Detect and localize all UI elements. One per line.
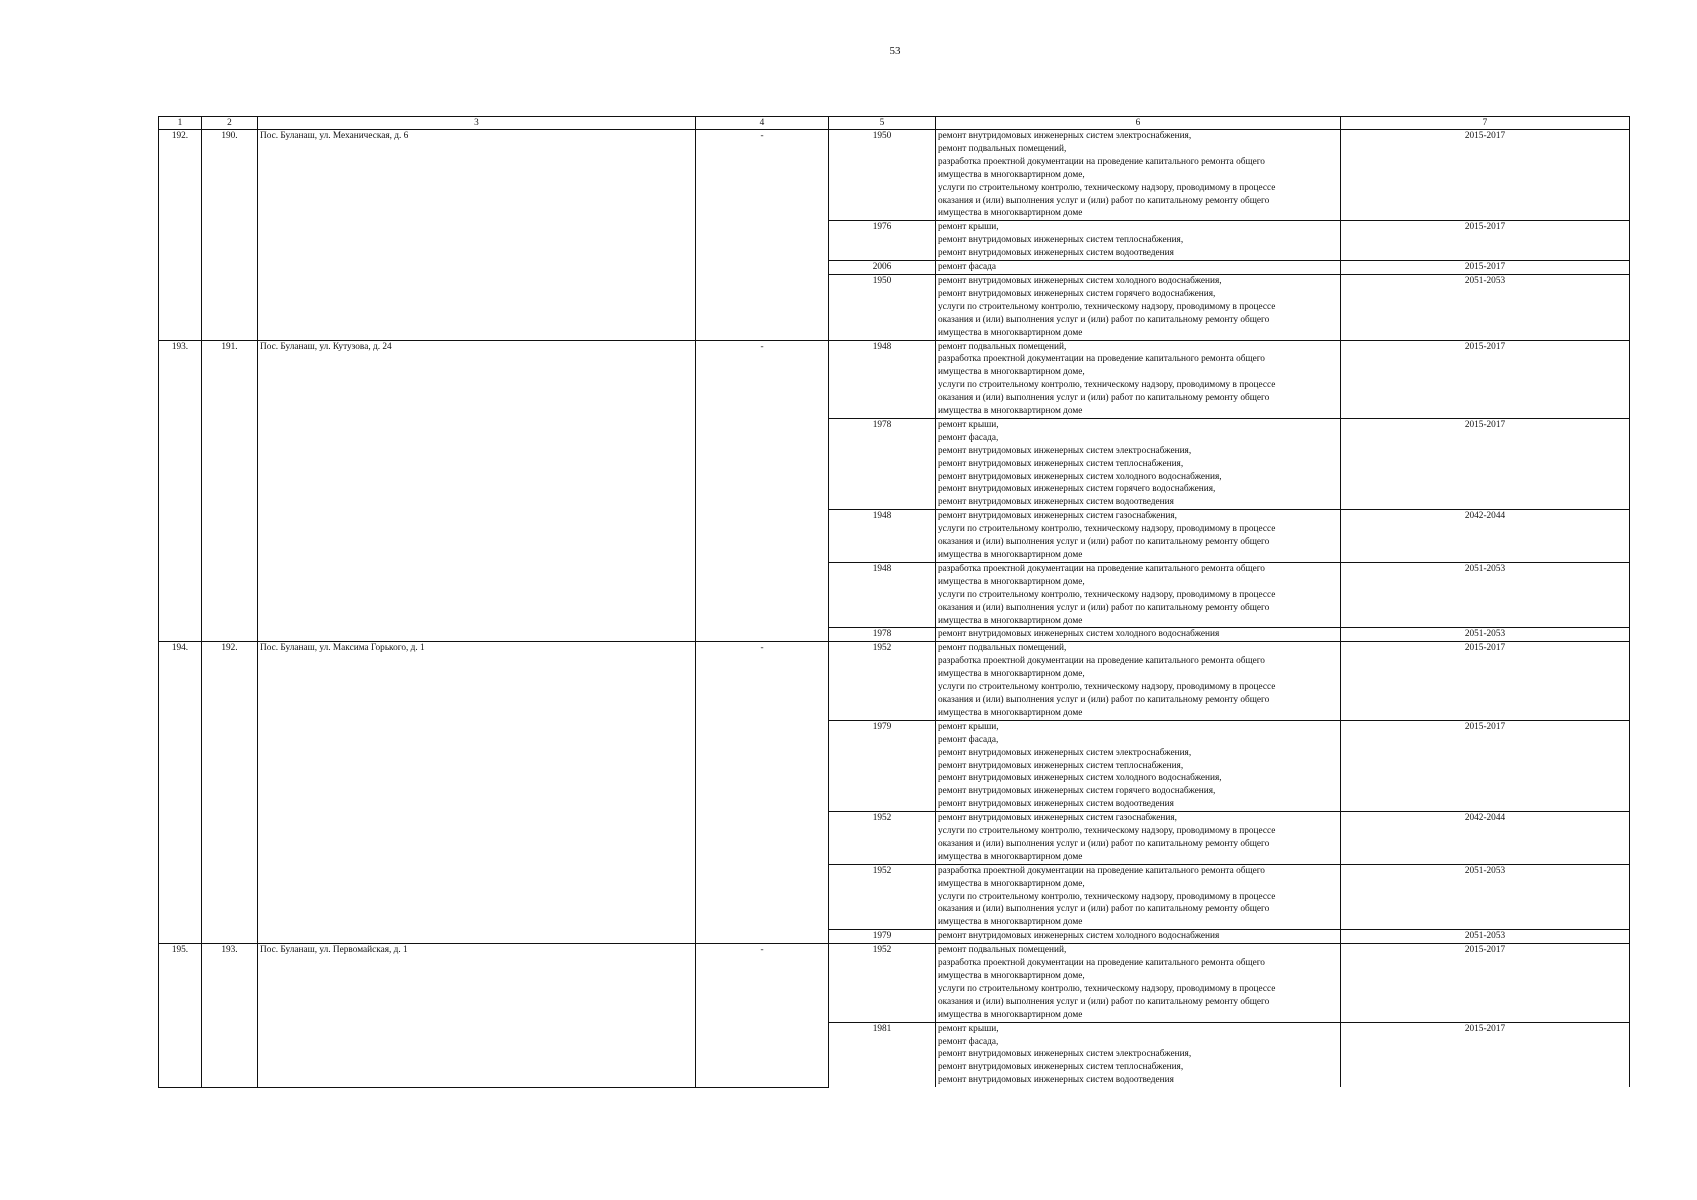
work-line: услуги по строительному контролю, техническому надзору, проводимому в процессе bbox=[938, 826, 1276, 837]
period-value: 2051-2053 bbox=[1341, 562, 1630, 628]
period-value: 2015-2017 bbox=[1341, 418, 1630, 509]
year-value: 2006 bbox=[829, 261, 936, 275]
work-line: услуги по строительному контролю, техническому надзору, проводимому в процессе bbox=[938, 682, 1276, 693]
period-value: 2051-2053 bbox=[1341, 864, 1630, 930]
work-line: услуги по строительному контролю, техническому надзору, проводимому в процессе bbox=[938, 301, 1276, 312]
work-line: ремонт фасада bbox=[938, 262, 997, 273]
period-value: 2051-2053 bbox=[1341, 274, 1630, 340]
work-line: оказания и (или) выполнения услуг и (или) работ по капитальному ремонту общего bbox=[938, 996, 1270, 1007]
period-value: 2015-2017 bbox=[1341, 642, 1630, 720]
work-description bbox=[936, 720, 1341, 811]
work-line: оказания и (или) выполнения услуг и (или) работ по капитальному ремонту общего bbox=[938, 393, 1270, 404]
year-value: 1950 bbox=[829, 274, 936, 340]
work-line: ремонт внутридомовых инженерных систем водоотведения bbox=[938, 1075, 1174, 1086]
year-value: 1948 bbox=[829, 340, 936, 418]
table-row bbox=[159, 130, 1630, 221]
table-header-row bbox=[159, 117, 1630, 130]
work-description bbox=[936, 130, 1341, 221]
year-value: 1948 bbox=[829, 510, 936, 563]
work-description bbox=[936, 274, 1341, 340]
work-line: ремонт подвальных помещений, bbox=[938, 945, 1067, 956]
work-line: ремонт подвальных помещений, bbox=[938, 643, 1067, 654]
period-value: 2015-2017 bbox=[1341, 720, 1630, 811]
work-line: ремонт внутридомовых инженерных систем холодного водоснабжения, bbox=[938, 471, 1222, 482]
work-line: имущества в многоквартирном доме bbox=[938, 851, 1083, 862]
work-line: имущества в многоквартирном доме, bbox=[938, 367, 1085, 378]
header-col-5: 5 bbox=[829, 117, 936, 130]
capital-repair-table bbox=[158, 116, 1630, 1088]
work-line: ремонт подвальных помещений, bbox=[938, 143, 1067, 154]
work-description bbox=[936, 340, 1341, 418]
work-line: разработка проектной документации на проведение капитального ремонта общего bbox=[938, 656, 1265, 667]
work-line: услуги по строительному контролю, техническому надзору, проводимому в процессе bbox=[938, 891, 1276, 902]
work-line: ремонт фасада, bbox=[938, 1036, 999, 1047]
work-line: имущества в многоквартирном доме bbox=[938, 707, 1083, 718]
period-value: 2051-2053 bbox=[1341, 628, 1630, 642]
work-description bbox=[936, 812, 1341, 865]
work-line: имущества в многоквартирном доме bbox=[938, 550, 1083, 560]
work-line: услуги по строительному контролю, техническому надзору, проводимому в процессе bbox=[938, 380, 1276, 391]
work-line: разработка проектной документации на проведение капитального ремонта общего bbox=[938, 958, 1265, 969]
work-line: ремонт внутридомовых инженерных систем водоотведения bbox=[938, 497, 1174, 508]
work-line: разработка проектной документации на проведение капитального ремонта общего bbox=[938, 354, 1265, 365]
work-description bbox=[936, 221, 1341, 261]
house-id: 191. bbox=[202, 340, 258, 642]
work-description bbox=[936, 642, 1341, 720]
year-value: 1950 bbox=[829, 130, 936, 221]
year-value: 1978 bbox=[829, 628, 936, 642]
year-value: 1948 bbox=[829, 562, 936, 628]
table-row bbox=[159, 944, 1630, 1022]
year-value: 1981 bbox=[829, 1022, 936, 1087]
work-line: ремонт внутридомовых инженерных систем горячего водоснабжения, bbox=[938, 484, 1216, 495]
year-value: 1952 bbox=[829, 812, 936, 865]
header-col-4: 4 bbox=[696, 117, 829, 130]
period-value: 2015-2017 bbox=[1341, 221, 1630, 261]
work-line: имущества в многоквартирном доме bbox=[938, 406, 1083, 417]
page-number: 53 bbox=[889, 45, 901, 57]
house-id: 190. bbox=[202, 130, 258, 341]
house-address: Пос. Буланаш, ул. Кутузова, д. 24 bbox=[258, 340, 696, 642]
work-line: ремонт внутридомовых инженерных систем электроснабжения, bbox=[938, 1049, 1192, 1060]
work-line: ремонт внутридомовых инженерных систем теплоснабжения, bbox=[938, 235, 1184, 246]
period-value: 2042-2044 bbox=[1341, 812, 1630, 865]
work-line: оказания и (или) выполнения услуг и (или) работ по капитальному ремонту общего bbox=[938, 195, 1270, 206]
work-line: имущества в многоквартирном доме bbox=[938, 917, 1083, 928]
work-line: ремонт внутридомовых инженерных систем горячего водоснабжения, bbox=[938, 786, 1216, 797]
house-address: Пос. Буланаш, ул. Максима Горького, д. 1 bbox=[258, 642, 696, 944]
work-line: услуги по строительному контролю, техническому надзору, проводимому в процессе bbox=[938, 983, 1276, 994]
house-address: Пос. Буланаш, ул. Первомайская, д. 1 bbox=[258, 944, 696, 1087]
work-line: ремонт внутридомовых инженерных систем газоснабжения, bbox=[938, 511, 1177, 522]
period-value: 2015-2017 bbox=[1341, 340, 1630, 418]
row-number: 193. bbox=[159, 340, 202, 642]
period-value: 2015-2017 bbox=[1341, 944, 1630, 1022]
column-4-value: - bbox=[696, 130, 829, 341]
work-line: ремонт внутридомовых инженерных систем теплоснабжения, bbox=[938, 760, 1184, 771]
header-col-3: 3 bbox=[258, 117, 696, 130]
year-value: 1978 bbox=[829, 418, 936, 509]
table-row bbox=[159, 340, 1630, 418]
work-line: ремонт внутридомовых инженерных систем теплоснабжения, bbox=[938, 1062, 1184, 1073]
work-line: ремонт фасада, bbox=[938, 432, 999, 443]
year-value: 1976 bbox=[829, 221, 936, 261]
work-line: ремонт внутридомовых инженерных систем электроснабжения, bbox=[938, 747, 1192, 758]
period-value: 2042-2044 bbox=[1341, 510, 1630, 563]
year-value: 1952 bbox=[829, 864, 936, 930]
table-row bbox=[159, 642, 1630, 720]
year-value: 1952 bbox=[829, 944, 936, 1022]
house-id: 192. bbox=[202, 642, 258, 944]
work-description bbox=[936, 1022, 1341, 1087]
work-line: оказания и (или) выполнения услуг и (или) работ по капитальному ремонту общего bbox=[938, 904, 1270, 915]
work-line: ремонт фасада, bbox=[938, 734, 999, 745]
work-line: ремонт внутридомовых инженерных систем холодного водоснабжения, bbox=[938, 773, 1222, 784]
work-description bbox=[936, 261, 1341, 275]
header-col-2: 2 bbox=[202, 117, 258, 130]
work-line: ремонт внутридомовых инженерных систем теплоснабжения, bbox=[938, 458, 1184, 469]
work-line: ремонт крыши, bbox=[938, 222, 999, 233]
period-value: 2015-2017 bbox=[1341, 261, 1630, 275]
column-4-value: - bbox=[696, 944, 829, 1087]
work-line: ремонт внутридомовых инженерных систем холодного водоснабжения bbox=[938, 629, 1220, 640]
row-number: 192. bbox=[159, 130, 202, 341]
work-line: имущества в многоквартирном доме bbox=[938, 1009, 1083, 1020]
work-description bbox=[936, 944, 1341, 1022]
column-4-value: - bbox=[696, 340, 829, 642]
work-line: имущества в многоквартирном доме bbox=[938, 208, 1083, 219]
work-line: оказания и (или) выполнения услуг и (или) работ по капитальному ремонту общего bbox=[938, 694, 1270, 705]
header-col-6: 6 bbox=[936, 117, 1341, 130]
work-line: разработка проектной документации на проведение капитального ремонта общего bbox=[938, 865, 1265, 876]
work-description bbox=[936, 510, 1341, 563]
work-description bbox=[936, 628, 1341, 642]
house-id: 193. bbox=[202, 944, 258, 1087]
work-line: имущества в многоквартирном доме bbox=[938, 615, 1083, 626]
work-line: оказания и (или) выполнения услуг и (или) работ по капитальному ремонту общего bbox=[938, 602, 1270, 613]
work-line: оказания и (или) выполнения услуг и (или) работ по капитальному ремонту общего bbox=[938, 838, 1270, 849]
work-line: ремонт внутридомовых инженерных систем электроснабжения, bbox=[938, 445, 1192, 456]
work-line: оказания и (или) выполнения услуг и (или) работ по капитальному ремонту общего bbox=[938, 314, 1270, 325]
row-number: 194. bbox=[159, 642, 202, 944]
work-line: имущества в многоквартирном доме, bbox=[938, 669, 1085, 680]
work-line: услуги по строительному контролю, техническому надзору, проводимому в процессе bbox=[938, 589, 1276, 600]
work-line: ремонт крыши, bbox=[938, 419, 999, 430]
work-line: ремонт крыши, bbox=[938, 721, 999, 732]
row-number: 195. bbox=[159, 944, 202, 1087]
year-value: 1979 bbox=[829, 720, 936, 811]
work-line: имущества в многоквартирном доме, bbox=[938, 169, 1085, 180]
header-col-7: 7 bbox=[1341, 117, 1630, 130]
work-line: разработка проектной документации на проведение капитального ремонта общего bbox=[938, 563, 1265, 574]
work-line: оказания и (или) выполнения услуг и (или) работ по капитальному ремонту общего bbox=[938, 537, 1270, 548]
work-line: ремонт внутридомовых инженерных систем газоснабжения, bbox=[938, 813, 1177, 824]
work-line: имущества в многоквартирном доме, bbox=[938, 576, 1085, 587]
work-line: ремонт внутридомовых инженерных систем электроснабжения, bbox=[938, 131, 1192, 141]
header-col-1: 1 bbox=[159, 117, 202, 130]
house-address: Пос. Буланаш, ул. Механическая, д. 6 bbox=[258, 130, 696, 341]
work-line: ремонт крыши, bbox=[938, 1023, 999, 1034]
work-line: ремонт внутридомовых инженерных систем водоотведения bbox=[938, 248, 1174, 259]
period-value: 2015-2017 bbox=[1341, 1022, 1630, 1087]
work-line: услуги по строительному контролю, техническому надзору, проводимому в процессе bbox=[938, 524, 1276, 535]
work-description bbox=[936, 864, 1341, 930]
work-line: ремонт внутридомовых инженерных систем водоотведения bbox=[938, 799, 1174, 810]
period-value: 2015-2017 bbox=[1341, 130, 1630, 221]
work-line: имущества в многоквартирном доме, bbox=[938, 878, 1085, 889]
work-description bbox=[936, 930, 1341, 944]
work-line: ремонт внутридомовых инженерных систем холодного водоснабжения bbox=[938, 931, 1220, 942]
year-value: 1952 bbox=[829, 642, 936, 720]
work-line: разработка проектной документации на проведение капитального ремонта общего bbox=[938, 156, 1265, 167]
period-value: 2051-2053 bbox=[1341, 930, 1630, 944]
work-line: ремонт внутридомовых инженерных систем холодного водоснабжения, bbox=[938, 275, 1222, 286]
work-line: имущества в многоквартирном доме bbox=[938, 327, 1083, 338]
work-line: ремонт внутридомовых инженерных систем горячего водоснабжения, bbox=[938, 288, 1216, 299]
work-line: имущества в многоквартирном доме, bbox=[938, 971, 1085, 981]
year-value: 1979 bbox=[829, 930, 936, 944]
column-4-value: - bbox=[696, 642, 829, 944]
work-description bbox=[936, 418, 1341, 509]
work-line: ремонт подвальных помещений, bbox=[938, 341, 1067, 352]
work-description bbox=[936, 562, 1341, 628]
work-line: услуги по строительному контролю, техническому надзору, проводимому в процессе bbox=[938, 182, 1276, 193]
